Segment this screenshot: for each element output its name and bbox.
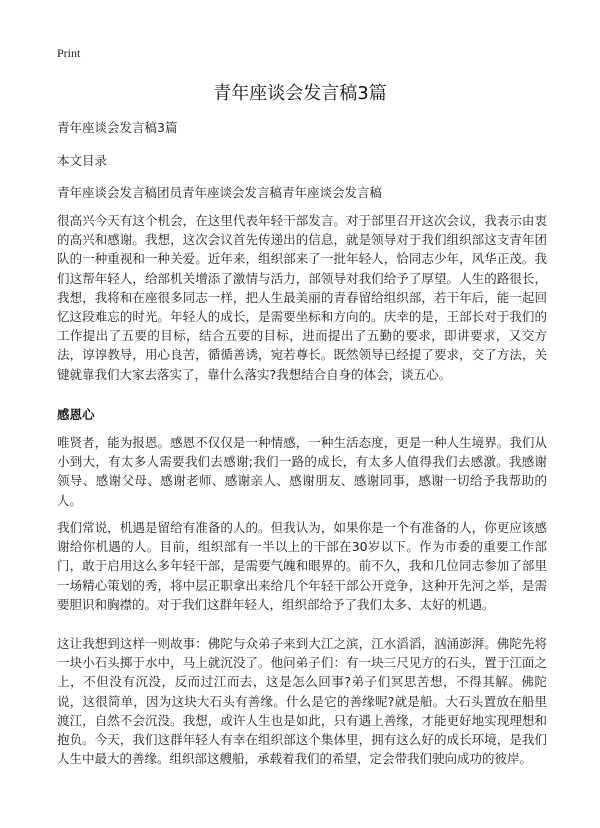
body-paragraph-2: 我们常说，机遇是留给有准备的人的。但我认为，如果你是一个有准备的人，你更应该感谢给你机遇的人。目前，组织部有一半以上的干部在30岁以下。作为市委的重要工作部门，敢于启用这么多年轻干部，是需要气魄和眼界的。前不久，我和几位同志参加了部里一场精心策划的秀，将中层正职拿出来给几个年轻干部公开竞争，这种开先河之举，是需要胆识和胸襟的。对于我们这群年轻人，组织部给予了我们太多、太好的机遇。	[57, 520, 547, 612]
table-of-contents-entry[interactable]: 青年座谈会发言稿团员青年座谈会发言稿青年座谈会发言稿	[57, 185, 383, 200]
body-paragraph-1: 唯贤者，能为报恩。感恩不仅仅是一种情感，一种生活态度，更是一种人生境界。我们从小到大，有太多人需要我们去感谢;我们一路的成长，有太多人值得我们去感激。我感谢领导、感谢父母、感谢老师、感谢亲人、感谢朋友、感谢同事，感谢一切给予我帮助的人。	[57, 435, 547, 508]
table-of-contents-label: 本文目录	[57, 153, 108, 168]
page-title: 青年座谈会发言稿3篇	[213, 83, 387, 104]
intro-paragraph: 很高兴今天有这个机会，在这里代表年轻干部发言。对于部里召开这次会议，我表示由衷的高兴和感谢。我想，这次会议首先传递出的信息，就是领导对于我们组织部这支青年团队的一种重视和一种关爱。近年来，组织部来了一批年轻人，恰同志少年，风华正茂。我们这帮年轻人，给部机关增添了激情与活力，部领导对我们给予了厚望。人生的路很长，我想，我将和在座很多同志一样，把人生最美丽的青春留给组织部，若干年后，能一起回忆这段难忘的时光。年轻人的成长，是需要坐标和方向的。庆幸的是，王部长对于我们的工作提出了五要的目标，结合五要的目标，进而提出了五勤的要求，即讲要求，又交方法，谆谆教导，用心良苦，循循善诱，宛若尊长。既然领导已经提了要求，交了方法，关键就靠我们大家去落实了，靠什么落实?我想结合自身的体会，谈五心。	[57, 213, 547, 382]
body-paragraph-3: 这让我想到这样一则故事：佛陀与众弟子来到大江之滨，江水滔滔，汹涌澎湃。佛陀先将一块小石头掷于水中，马上就沉没了。他问弟子们：有一块三尺见方的石头，置于江面之上，不但没有沉没，反而过江而去，这是怎么回事?弟子们冥思苦想，不得其解。佛陀说，这很简单，因为这块大石头有善缘。什么是它的善缘呢?就是船。大石头置放在船里渡江，自然不会沉没。我想，或许人生也是如此，只有遇上善缘，才能更好地实现理想和抱负。今天，我们这群年轻人有幸在组织部这个集体里，拥有这么好的成长环境，是我们人生中最大的善缘。组织部这艘船，承载着我们的希望，定会带我们驶向成功的彼岸。	[57, 636, 547, 767]
print-link[interactable]: Print	[57, 46, 81, 60]
document-subtitle: 青年座谈会发言稿3篇	[57, 120, 178, 135]
section-heading: 感恩心	[57, 407, 95, 422]
